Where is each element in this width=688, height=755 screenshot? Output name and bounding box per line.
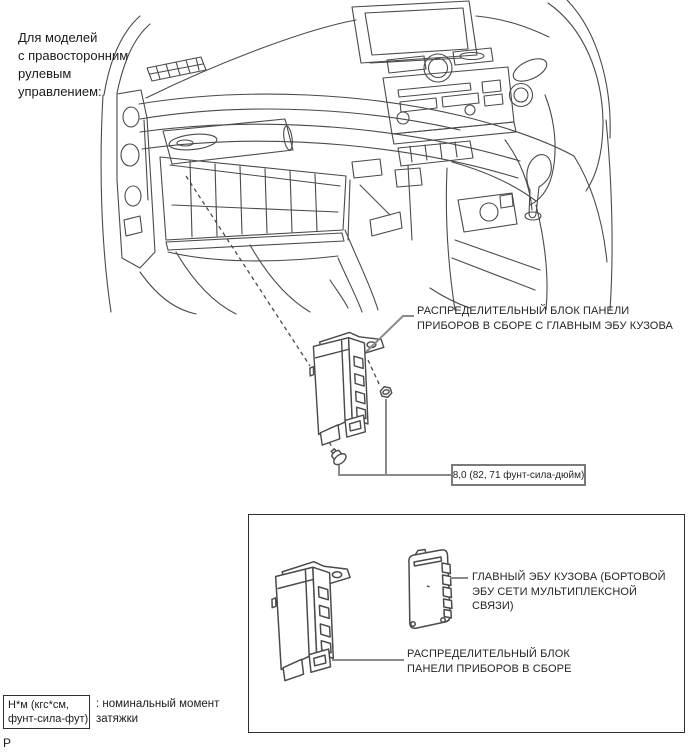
callout-line: ПРИБОРОВ В СБОРЕ С ГЛАВНЫМ ЭБУ КУЗОВА xyxy=(417,320,673,332)
reinforcement-brackets xyxy=(140,159,470,314)
page-footer-mark: Р xyxy=(3,736,12,750)
legend-unit-line: фунт-сила-фут) xyxy=(8,713,89,725)
legend-desc-line: : номинальный момент xyxy=(96,698,220,710)
dashboard-illustration xyxy=(101,0,612,314)
junction-block-callout-label xyxy=(417,304,673,334)
legend-desc-line: затяжки xyxy=(96,713,139,725)
rhd-note xyxy=(18,29,128,101)
rhd-note-line: управлением: xyxy=(18,84,102,99)
callout-line: РАСПРЕДЕЛИТЕЛЬНЫЙ БЛОК ПАНЕЛИ xyxy=(417,305,630,317)
start-button xyxy=(510,84,533,107)
ecu-callout-label xyxy=(472,570,666,614)
center-stack xyxy=(383,48,516,166)
callout-line: ПАНЕЛИ ПРИБОРОВ В СБОРЕ xyxy=(407,663,572,675)
nav-screen xyxy=(352,1,477,63)
inset-junction-block-callout-label xyxy=(407,647,572,677)
torque-spec-box xyxy=(451,464,586,486)
callout-line: ЭБУ СЕТИ МУЛЬТИПЛЕКСНОЙ xyxy=(472,585,638,598)
steering-wheel xyxy=(505,0,610,210)
windshield-base-line xyxy=(146,20,356,98)
rhd-note-line: с правосторонним xyxy=(18,48,129,63)
windshield-base-line-right xyxy=(476,16,549,37)
callout-line: РАСПРЕДЕЛИТЕЛЬНЫЙ БЛОК xyxy=(407,648,570,660)
rhd-note-line: Для моделей xyxy=(18,30,98,45)
leader-torque-bolt1 xyxy=(339,465,451,475)
callout-line: ГЛАВНЫЙ ЭБУ КУЗОВА (БОРТОВОЙ xyxy=(472,571,666,583)
torque-spec-value: 8,0 (82, 71 фунт-сила-дюйм) xyxy=(452,469,585,481)
bolt-icon xyxy=(327,446,348,467)
defroster-vent xyxy=(147,57,206,81)
rhd-note-line: рулевым xyxy=(18,66,72,81)
dash-trim-band xyxy=(140,124,520,161)
callout-line: СВЯЗИ) xyxy=(472,600,514,612)
legend-unit-line: Н*м (кгс*см, xyxy=(8,699,69,711)
component-inset-frame xyxy=(248,514,685,733)
junction-block-drawing xyxy=(310,332,384,445)
torque-unit-legend-box xyxy=(3,695,90,729)
cowl-side-panel xyxy=(117,90,155,268)
bolt-icon xyxy=(379,385,392,399)
torque-legend-description xyxy=(96,697,219,727)
dashed-line-block-to-bolt2 xyxy=(368,360,380,386)
